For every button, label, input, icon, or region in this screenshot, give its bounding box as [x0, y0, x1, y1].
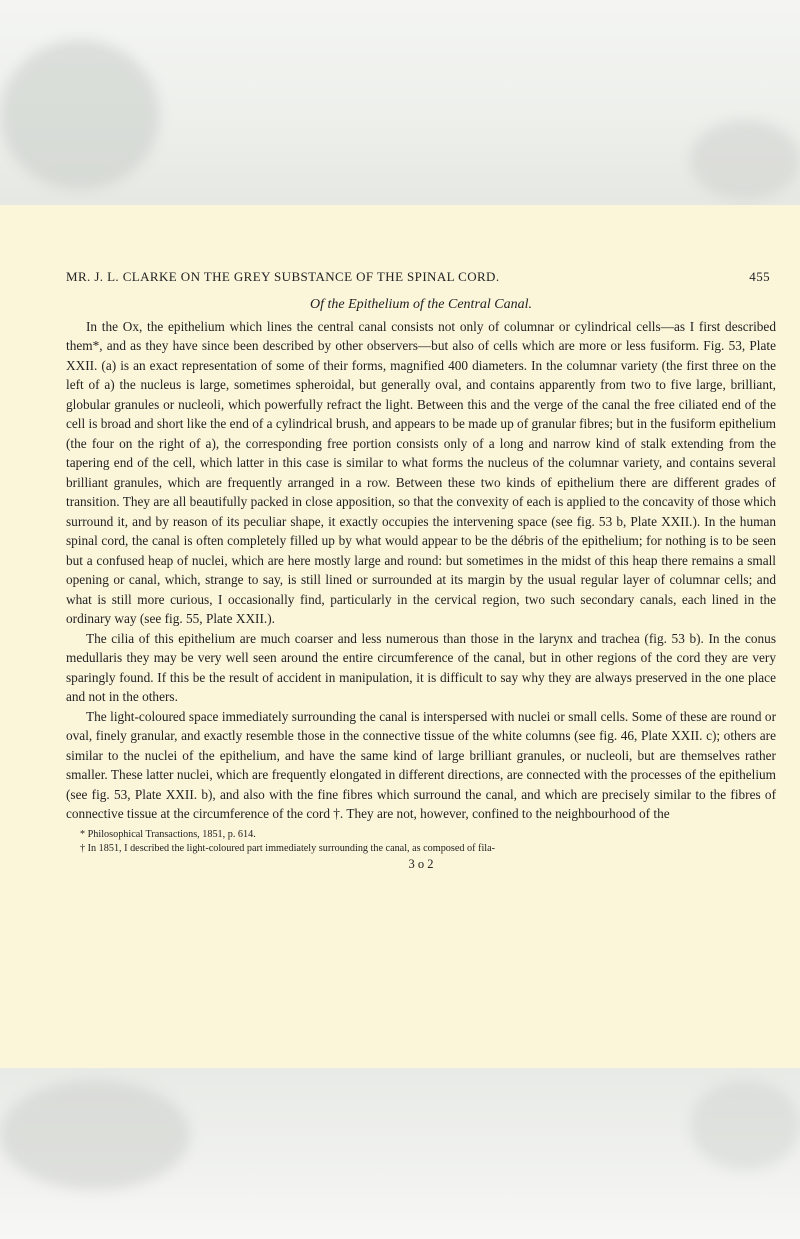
signature-mark: 3 o 2	[408, 856, 434, 871]
footnote: † In 1851, I described the light-coloured part immediately surrounding the canal, as composed of fila-	[80, 842, 496, 854]
scan-smudge	[0, 40, 160, 190]
page-body	[66, 295, 776, 871]
section-heading: Of the Epithelium of the Central Canal.	[309, 297, 533, 312]
scan-smudge	[0, 1080, 190, 1190]
paragraph: The cilia of this epithelium are much coarser and less numerous than those in the larynx and trachea (fig. 53 b). In the conus medullaris they may be very well seen around the entire circumference of the canal, but in other regions of the cord they are very sparingly found. If this be the result of accident in manipulation, it is difficult to say why they are always preserved in the one place and not in the others.	[66, 630, 776, 704]
scan-smudge	[690, 120, 800, 200]
scan-smudge	[690, 1080, 800, 1170]
running-head	[66, 269, 770, 287]
running-head-title: MR. J. L. CLARKE ON THE GREY SUBSTANCE OF THE SPINAL CORD.	[66, 269, 500, 284]
document-page	[0, 205, 800, 1068]
footnote: * Philosophical Transactions, 1851, p. 614.	[80, 828, 256, 840]
page-number: 455	[749, 269, 770, 284]
paragraph: The light-coloured space immediately surrounding the canal is interspersed with nuclei or small cells. Some of these are round or oval, finely granular, and exactly resemble those in the connective tissue of the white columns (see fig. 46, Plate XXII. c); others are similar to the nuclei of the epithelium, and have the same kind of large brilliant granules, or nucleoli, but are themselves rather smaller. These latter nuclei, which are frequently elongated in different directions, are connected with the processes of the epithelium (see fig. 53, Plate XXII. b), and also with the fine fibres which surround the canal, and which are precisely similar to the fibres of connective tissue at the circumference of the cord †. They are not, however, confined to the neighbourhood of the	[66, 708, 776, 821]
footnotes	[66, 828, 776, 856]
paragraph: In the Ox, the epithelium which lines the central canal consists not only of columnar or cylindrical cells—as I first described them*, and as they have since been described by other observers—but also of cells which are more or less fusiform. Fig. 53, Plate XXII. (a) is an exact representation of some of their forms, magnified 400 diameters. In the columnar variety (the first three on the left of a) the nucleus is large, sometimes spheroidal, but generally oval, and contains apparently from two to five large, brilliant, globular granules or nucleoli, which powerfully refract the light. Between this and the verge of the canal the free ciliated end of the cell is broad and short like the end of a cylindrical brush, and appears to be made up of granular fibres; but in the fusiform epithelium (the four on the right of a), the corresponding free portion consists only of a long and narrow kind of stalk extending from the tapering end of the cell, which latter in this case is similar to what forms the nucleus of the columnar variety, and contains several brilliant granules, which are frequently arranged in a row. Between these two kinds of epithelium there are different grades of transition. They are all beautifully packed in close apposition, so that the convexity of each is applied to the concavity of those which surround it, and by reason of its peculiar shape, it exactly occupies the intervening space (see fig. 53 b, Plate XXII.). In the human spinal cord, the canal is often completely filled up by what would appear to be the débris of the epithelium; for nothing is to be seen but a confused heap of nuclei, which are here mostly large and round: but sometimes in the midst of this heap there remains a small opening or canal, which, strange to say, is still lined or surrounded at its margin by the usual regular layer of columnar cells; and what is still more curious, I occasionally find, particularly in the cervical region, two such secondary canals, each lined in the ordinary way (see fig. 55, Plate XXII.).	[66, 318, 776, 626]
